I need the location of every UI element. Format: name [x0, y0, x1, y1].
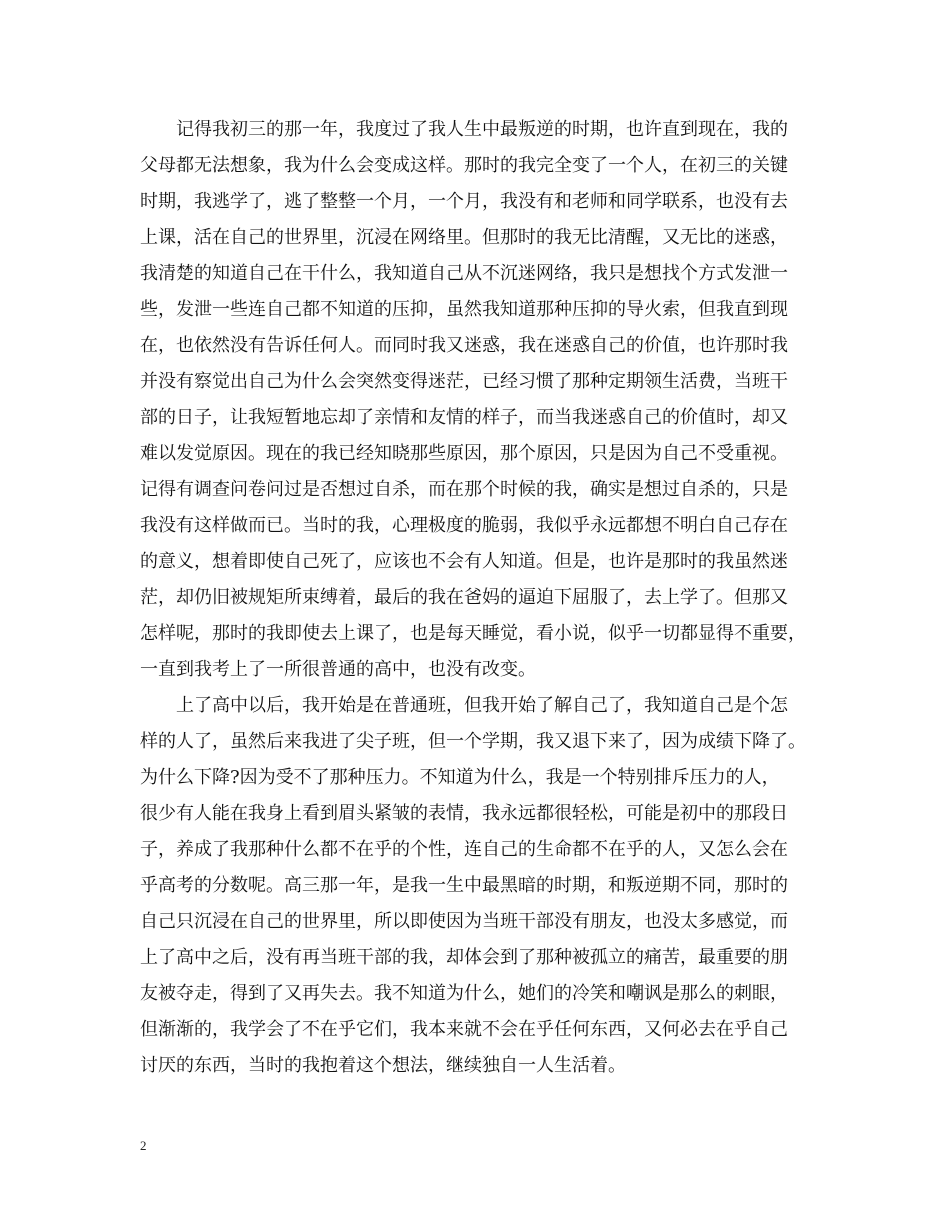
paragraph-line: 为什么下降?因为受不了那种压力。不知道为什么，我是一个特别排斥压力的人，: [140, 767, 780, 788]
page-number: 2: [140, 1138, 147, 1153]
paragraph-line: 一直到我考上了一所很普通的高中，也没有改变。: [140, 659, 536, 680]
paragraph-line: 记得有调查问卷问过是否想过自杀，而在那个时候的我，确实是想过自杀的，只是: [140, 479, 788, 500]
paragraph-line: 怎样呢，那时的我即使去上课了，也是每天睡觉，看小说，似乎一切都显得不重要，: [140, 623, 806, 644]
paragraph-line: 记得我初三的那一年，我度过了我人生中最叛逆的时期，也许直到现在，我的: [176, 119, 788, 140]
paragraph-line: 我没有这样做而已。当时的我，心理极度的脆弱，我似乎永远都想不明白自己存在: [140, 515, 788, 536]
paragraph-line: 友被夺走，得到了又再失去。我不知道为什么，她们的冷笑和嘲讽是那么的刺眼，: [140, 983, 788, 1004]
paragraph-line: 上了高中之后，没有再当班干部的我，却体会到了那种被孤立的痛苦，最重要的朋: [140, 947, 788, 968]
paragraph-line: 我清楚的知道自己在干什么，我知道自己从不沉迷网络，我只是想找个方式发泄一: [140, 263, 788, 284]
paragraph-line: 在，也依然没有告诉任何人。而同时我又迷惑，我在迷惑自己的价值，也许那时我: [140, 335, 788, 356]
paragraph-line: 上了高中以后，我开始是在普通班，但我开始了解自己了，我知道自己是个怎: [176, 695, 788, 716]
paragraph-line: 父母都无法想象，我为什么会变成这样。那时的我完全变了一个人，在初三的关键: [140, 155, 788, 176]
paragraph-line: 部的日子，让我短暂地忘却了亲情和友情的样子，而当我迷惑自己的价值时，却又: [140, 407, 788, 428]
paragraph-1: [140, 112, 840, 688]
paragraph-line: 自己只沉浸在自己的世界里，所以即使因为当班干部没有朋友，也没太多感觉，而: [140, 911, 788, 932]
paragraph-line: 上课，活在自己的世界里，沉浸在网络里。但那时的我无比清醒，又无比的迷惑，: [140, 227, 788, 248]
paragraph-line: 很少有人能在我身上看到眉头紧皱的表情，我永远都很轻松，可能是初中的那段日: [140, 803, 788, 824]
body-text: [140, 112, 840, 1084]
paragraph-2: [140, 688, 840, 1084]
paragraph-line: 并没有察觉出自己为什么会突然变得迷茫，已经习惯了那种定期领生活费，当班干: [140, 371, 788, 392]
paragraph-line: 茫，却仍旧被规矩所束缚着，最后的我在爸妈的逼迫下屈服了，去上学了。但那又: [140, 587, 788, 608]
paragraph-line: 些，发泄一些连自己都不知道的压抑，虽然我知道那种压抑的导火索，但我直到现: [140, 299, 788, 320]
paragraph-line: 的意义，想着即使自己死了，应该也不会有人知道。但是，也许是那时的我虽然迷: [140, 551, 788, 572]
paragraph-line: 讨厌的东西，当时的我抱着这个想法，继续独自一人生活着。: [140, 1055, 626, 1076]
paragraph-line: 时期，我逃学了，逃了整整一个月，一个月，我没有和老师和同学联系，也没有去: [140, 191, 788, 212]
paragraph-line: 子，养成了我那种什么都不在乎的个性，连自己的生命都不在乎的人，又怎么会在: [140, 839, 788, 860]
paragraph-line: 但渐渐的，我学会了不在乎它们，我本来就不会在乎任何东西，又何必去在乎自己: [140, 1019, 788, 1040]
paragraph-line: 乎高考的分数呢。高三那一年，是我一生中最黑暗的时期，和叛逆期不同，那时的: [140, 875, 788, 896]
paragraph-line: 难以发觉原因。现在的我已经知晓那些原因，那个原因，只是因为自己不受重视。: [140, 443, 788, 464]
paragraph-line: 样的人了，虽然后来我进了尖子班，但一个学期，我又退下来了，因为成绩下降了。: [140, 731, 806, 752]
